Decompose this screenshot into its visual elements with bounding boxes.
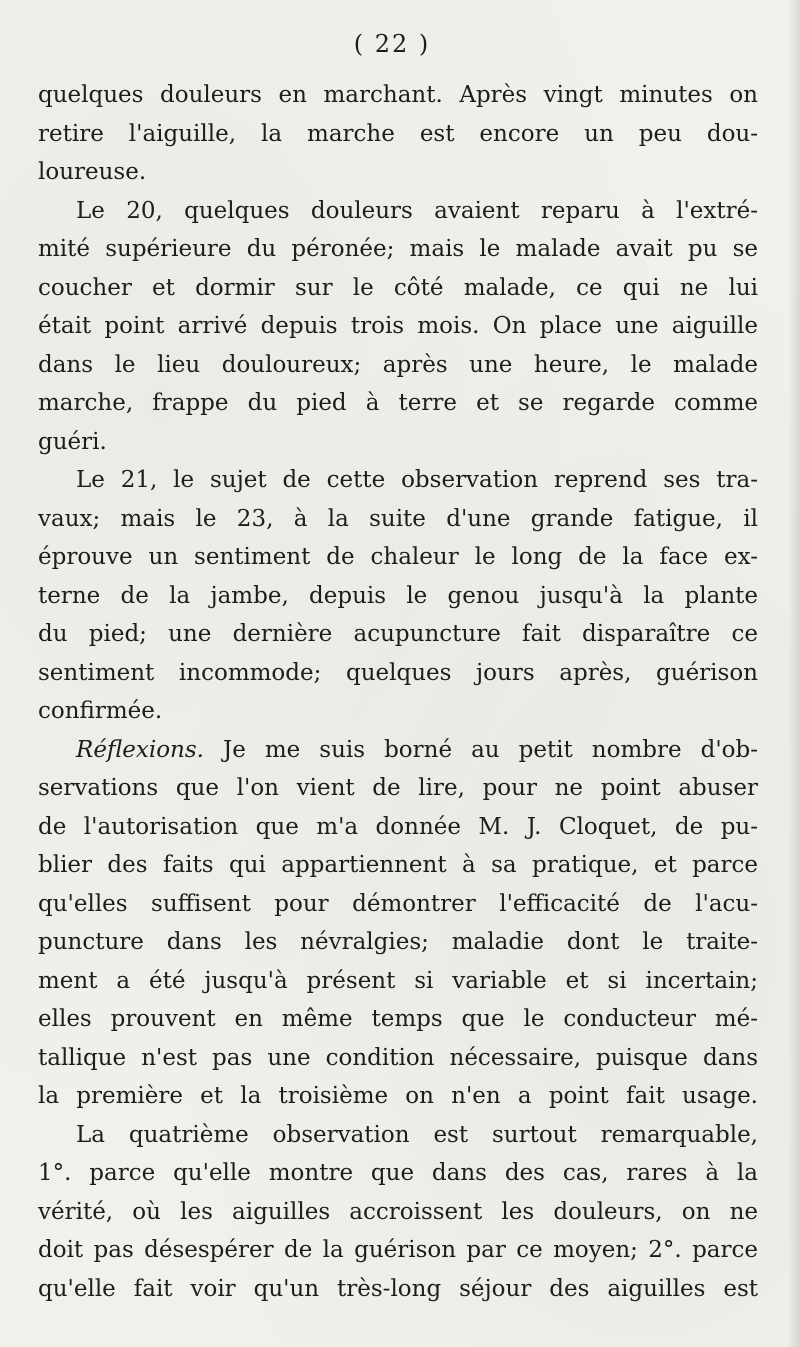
text-line: retire l'aiguille, la marche est encore un peu dou- xyxy=(38,120,758,147)
text-line: guéri. xyxy=(38,428,107,455)
text-line: servations que l'on vient de lire, pour ne point abuser xyxy=(38,775,758,801)
text-line: qu'elles suffisent pour démontrer l'efficacité de l'acu- xyxy=(38,890,758,917)
text-line: doit pas désespérer de la guérison par ce moyen; 2°. parce xyxy=(38,1237,758,1263)
text-line: terne de la jambe, depuis le genou jusqu'à la plante xyxy=(38,582,758,609)
text-line: loureuse. xyxy=(38,159,147,185)
reflexions-heading: Réflexions. xyxy=(76,736,204,763)
text-line: blier des faits qui appartiennent à sa pratique, et parce xyxy=(38,852,758,878)
text-line: était point arrivé depuis trois mois. On place une aiguille xyxy=(38,313,758,339)
text-line: de l'autorisation que m'a donnée M. J. Cloquet, de pu- xyxy=(38,813,758,840)
text-line: coucher et dormir sur le côté malade, ce qui ne lui xyxy=(38,274,758,301)
page-number: ( 22 ) xyxy=(353,30,431,58)
page-edge-shadow xyxy=(788,0,800,1347)
text-line xyxy=(38,731,758,770)
text-line: quelques douleurs en marchant. Après vingt minutes on xyxy=(38,82,758,108)
text-line: 1°. parce qu'elle montre que dans des cas, rares à la xyxy=(38,1160,758,1186)
text-run: Je me suis borné au petit nombre d'ob- xyxy=(223,736,758,763)
text-line: vaux; mais le 23, à la suite d'une grande fatigue, il xyxy=(38,505,758,532)
page-text xyxy=(38,76,758,1308)
text-line: éprouve un sentiment de chaleur le long de la face ex- xyxy=(38,544,758,570)
text-line: marche, frappe du pied à terre et se regarde comme xyxy=(38,390,758,416)
text-line: vérité, où les aiguilles accroissent les douleurs, on ne xyxy=(38,1198,758,1225)
text-line: dans le lieu douloureux; après une heure, le malade xyxy=(38,351,758,378)
text-line: la première et la troisième on n'en a point fait usage. xyxy=(38,1083,758,1109)
text-line: mité supérieure du péronée; mais le malade avait pu se xyxy=(38,236,758,262)
text-line: puncture dans les névralgies; maladie dont le traite- xyxy=(38,929,758,955)
text-line: La quatrième observation est surtout remarquable, xyxy=(76,1121,758,1148)
text-line: Le 20, quelques douleurs avaient reparu à l'extré- xyxy=(76,197,758,224)
text-line: tallique n'est pas une condition nécessaire, puisque dans xyxy=(38,1044,758,1071)
text-line: elles prouvent en même temps que le conducteur mé- xyxy=(38,1006,758,1032)
text-line: confirmée. xyxy=(38,698,163,724)
text-line: Le 21, le sujet de cette observation reprend ses tra- xyxy=(76,467,758,493)
text-line: ment a été jusqu'à présent si variable et si incertain; xyxy=(38,967,758,994)
text-line: qu'elle fait voir qu'un très-long séjour des aiguilles est xyxy=(38,1275,758,1302)
text-line: du pied; une dernière acupuncture fait disparaître ce xyxy=(38,621,758,647)
text-line: sentiment incommode; quelques jours après, guérison xyxy=(38,659,758,686)
